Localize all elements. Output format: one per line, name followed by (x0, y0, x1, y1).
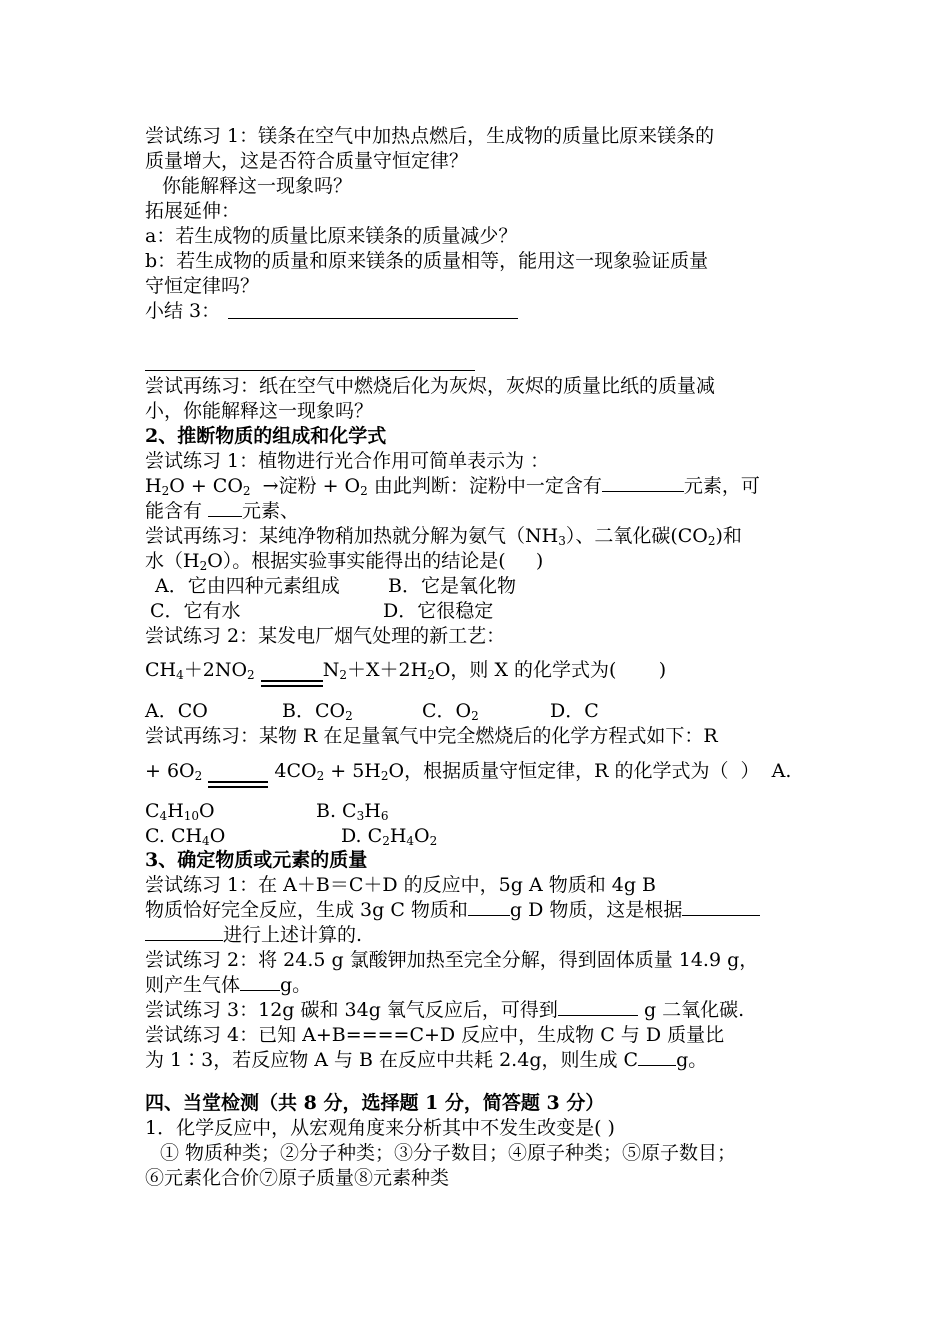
text-line: 守恒定律吗？ (145, 275, 260, 297)
option-a: A．CO (145, 700, 208, 722)
text-line: 水$(H_2O)$。根据实验事实能得出的结论是( ) (145, 550, 544, 573)
option-b: B．$CO_2$ (282, 700, 353, 723)
text-line: 尝试再练习：某物 R 在足量氧气中完全燃烧后的化学方程式如下：R (145, 725, 718, 747)
option-c: C．$O_2$ (422, 700, 479, 723)
option-d: D. $C_2H_4O_2$ (341, 825, 438, 848)
section-heading: 四、当堂检测（共 8 分，选择题 1 分，简答题 3 分） (145, 1092, 605, 1114)
text-line: 尝试练习 1：植物进行光合作用可简单表示为 ： (145, 450, 550, 472)
text-line: 质量增大，这是否符合质量守恒定律？ (145, 150, 469, 172)
option-c: C. $CH_4O$ (145, 825, 226, 848)
section-heading: 2、推断物质的组成和化学式 (145, 425, 387, 447)
text-line: 尝试练习 3：12g 碳和 34g 氧气反应后，可得到 g 二氧化碳. (145, 999, 745, 1021)
equation-line: + $6O_2$ $4CO_2 + 5H_2O$，根据质量守恒定律，R 的化学式为（ ） A. (145, 760, 792, 783)
text-line: 尝试再练习：某纯净物稍加热就分解为氨气$(NH_3)$、二氧化碳$(CO_2)$和 (145, 525, 742, 548)
text-line: a：若生成物的质量比原来镁条的质量减少？ (145, 225, 518, 247)
summary-blank (228, 318, 518, 319)
text-line: 尝试练习 2：某发电厂烟气处理的新工艺： (145, 625, 506, 647)
text-line: 拓展延伸： (145, 200, 241, 222)
text-line: 你能解释这一现象吗？ (162, 175, 353, 197)
option-c: C．它有水 (150, 600, 241, 622)
option-b: B. $C_3H_6$ (316, 800, 389, 823)
text-line: 物质恰好完全反应，生成 3g C 物质和 g D 物质，这是根据 (145, 898, 760, 923)
equation-line: $H_2O + CO_2$ →淀粉 + $O_2$ 由此判断：淀粉中一定含有 元素，可 (145, 475, 760, 498)
text-line: 尝试再练习：纸在空气中燃烧后化为灰烬，灰烬的质量比纸的质量减 (145, 375, 716, 397)
text-line: 小，你能解释这一现象吗？ (145, 400, 374, 422)
option-d: D．C (550, 700, 599, 722)
text-line: ⑥元素化合价⑦原子质量⑧元素种类 (145, 1167, 450, 1189)
summary-blank (145, 370, 475, 371)
text-line: 为 1∶3，若反应物 A 与 B 在反应中共耗 2.4g，则生成 C g。 (145, 1049, 708, 1071)
text-line: 尝试练习 1：在 A＋B＝C＋D 的反应中，5g A 物质和 4g B (145, 874, 657, 896)
section-heading: 3、确定物质或元素的质量 (145, 849, 368, 871)
text-line: 尝试练习 1：镁条在空气中加热点燃后，生成物的质量比原来镁条的 (145, 125, 715, 147)
text-line: 能含有 元素、 (145, 500, 300, 522)
text-line: b：若生成物的质量和原来镁条的质量相等，能用这一现象验证质量 (145, 250, 709, 272)
option-a: A．它由四种元素组成 (155, 575, 340, 597)
text-line: ① 物质种类；②分子种类；③分子数目；④原子种类；⑤原子数目； (160, 1142, 737, 1164)
option-b: B．它是氧化物 (388, 575, 516, 597)
question-1: 1．化学反应中，从宏观角度来分析其中不发生改变是( ) (145, 1117, 615, 1139)
summary-label: 小结 3： (145, 300, 221, 322)
option-a: $C_4H_{10}O$ (145, 800, 215, 823)
option-d: D．它很稳定 (383, 600, 494, 622)
text-line: 则产生气体 g。 (145, 974, 312, 996)
text-line: 尝试练习 4：已知 A+B====C+D 反应中，生成物 C 与 D 质量比 (145, 1024, 725, 1046)
equation-line: $CH_4+2NO_2$ $N_2+X+2H_2O$，则 X 的化学式为( ) (145, 659, 667, 682)
text-line: 尝试练习 2：将 24.5 g 氯酸钾加热至完全分解，得到固体质量 14.9 g， (145, 949, 759, 971)
text-line: 进行上述计算的. (145, 923, 362, 948)
